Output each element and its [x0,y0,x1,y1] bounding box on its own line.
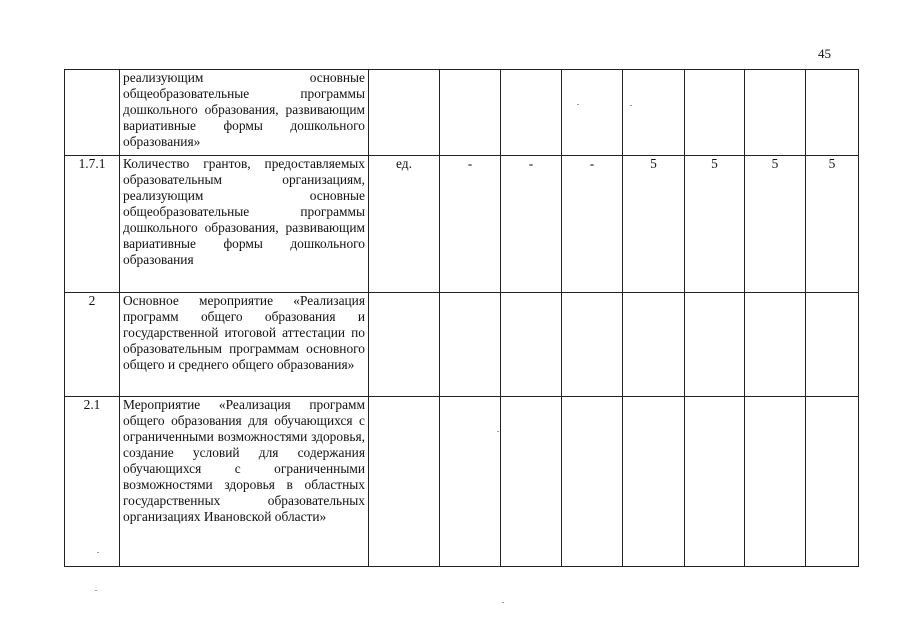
scan-speck [95,590,97,591]
row-unit [369,293,440,397]
row-unit: ед. [369,156,440,293]
row-value: - [562,156,623,293]
row-description: Мероприятие «Реализация программ общего образования для обучающихся с ограниченными возможностями здоровья, создание условий для содержания обучающихся с ограниченными возможностями здоровья в областных государственных образовательных организациях Ивановской области» [120,397,369,567]
scan-speck [577,104,579,105]
row-value: - [440,156,501,293]
indicators-table [64,69,859,567]
row-value [806,293,859,397]
row-value [745,70,806,156]
scan-speck [502,602,504,603]
row-value: - [501,156,562,293]
row-description: реализующим основные общеобразовательные программы дошкольного образования, развивающим вариативные формы дошкольного образования» [120,70,369,156]
row-value [501,293,562,397]
row-value [685,397,745,567]
row-description: Основное мероприятие «Реализация программ общего образования и государственной итоговой аттестации по образовательным программам основного общего и среднего общего образования» [120,293,369,397]
row-value [440,293,501,397]
row-value: 5 [745,156,806,293]
row-value [440,397,501,567]
row-value: 5 [685,156,745,293]
row-number: 1.7.1 [65,156,120,293]
row-value [501,70,562,156]
table-row [65,293,859,397]
row-value [440,70,501,156]
row-value [562,70,623,156]
row-value [745,293,806,397]
row-unit [369,70,440,156]
row-number: 2.1 [65,397,120,567]
row-number [65,70,120,156]
row-value [562,397,623,567]
row-value: 5 [806,156,859,293]
row-value [685,70,745,156]
row-value [806,70,859,156]
row-value [685,293,745,397]
scan-speck [97,552,99,553]
row-number: 2 [65,293,120,397]
table-row [65,397,859,567]
row-unit [369,397,440,567]
table-row [65,70,859,156]
row-value [806,397,859,567]
scan-speck [497,431,499,432]
row-value [562,293,623,397]
row-description: Количество грантов, предоставляемых образовательным организациям, реализующим основные общеобразовательные программы дошкольного образования, развивающим вариативные формы дошкольного образования [120,156,369,293]
page-number: 45 [818,46,831,61]
row-value [623,397,685,567]
row-value [745,397,806,567]
scan-speck [630,105,632,106]
table-row [65,156,859,293]
row-value [501,397,562,567]
row-value [623,293,685,397]
row-value [623,70,685,156]
row-value: 5 [623,156,685,293]
